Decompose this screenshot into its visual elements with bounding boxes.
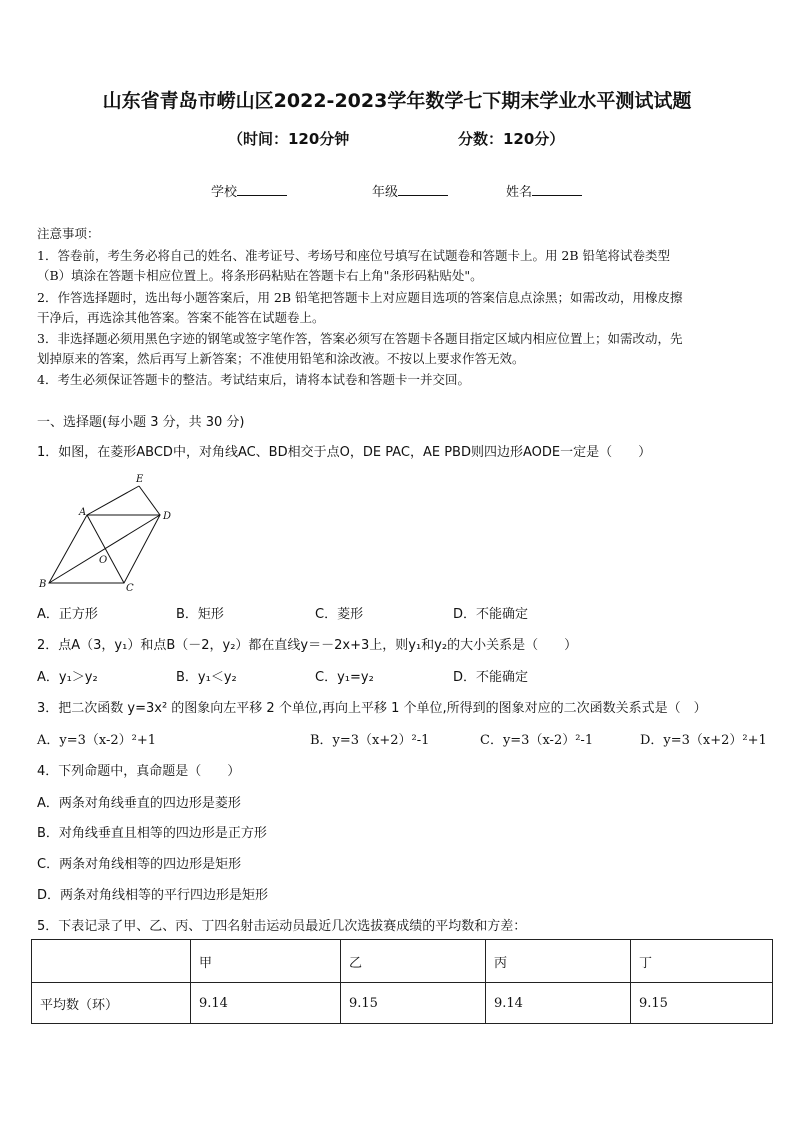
diagonal-bd xyxy=(49,515,160,583)
q3-option-c[interactable]: C．y=3（x-2）²-1 xyxy=(480,733,594,748)
school-label: 学校 xyxy=(211,185,238,200)
name-blank[interactable] xyxy=(532,183,582,196)
table-cell: 平均数（环） xyxy=(32,983,191,1024)
diagonal-ac xyxy=(87,515,124,583)
score-table xyxy=(31,939,773,1024)
table-cell: 9.15 xyxy=(341,983,486,1024)
label-e: E xyxy=(136,474,144,485)
table-header-row xyxy=(32,940,773,983)
note-line: 4．考生必须保证答题卡的整洁。考试结束后，请将本试卷和答题卡一并交回。 xyxy=(37,372,470,387)
label-o: O xyxy=(99,555,108,566)
name-field xyxy=(506,181,582,200)
question-3: 3．把二次函数 y=3x² 的图象向左平移 2 个单位,再向上平移 1 个单位,所得到的图象对应的二次函数关系式是（ ） xyxy=(37,701,707,716)
q2-option-c[interactable]: C．y₁=y₂ xyxy=(315,670,374,685)
q4-option-a[interactable]: A．两条对角线垂直的四边形是菱形 xyxy=(37,796,241,811)
note-line: 1．答卷前，考生务必将自己的姓名、准考证号、考场号和座位号填写在试题卷和答题卡上。用 2B 铅笔将试卷类型 xyxy=(37,248,671,263)
note-line: 干净后，再选涂其他答案。答案不能答在试题卷上。 xyxy=(37,310,325,325)
note-line: （B）填涂在答题卡相应位置上。将条形码粘贴在答题卡右上角"条形码粘贴处"。 xyxy=(37,268,483,283)
q1-option-d[interactable]: D．不能确定 xyxy=(453,607,529,622)
section-heading: 一、选择题(每小题 3 分，共 30 分) xyxy=(37,415,245,430)
segment-de xyxy=(139,486,160,515)
table-cell: 9.14 xyxy=(486,983,631,1024)
note-line: 划掉原来的答案，然后再写上新答案；不准使用铅笔和涂改液。不按以上要求作答无效。 xyxy=(37,351,525,366)
q1-option-a[interactable]: A．正方形 xyxy=(37,607,98,622)
table-row xyxy=(32,983,773,1024)
grade-field xyxy=(372,181,448,200)
q4-option-b[interactable]: B．对角线垂直且相等的四边形是正方形 xyxy=(37,826,267,841)
q1-option-c[interactable]: C．菱形 xyxy=(315,607,364,622)
label-a: A xyxy=(79,507,87,518)
q2-option-a[interactable]: A．y₁＞y₂ xyxy=(37,670,98,685)
grade-blank[interactable] xyxy=(398,183,448,196)
q2-option-d[interactable]: D．不能确定 xyxy=(453,670,529,685)
rhombus-figure xyxy=(35,470,185,592)
table-header-cell: 丁 xyxy=(631,940,773,983)
table-header-cell: 丙 xyxy=(486,940,631,983)
score-label: 分数：120分） xyxy=(458,130,565,148)
question-5: 5．下表记录了甲、乙、丙、丁四名射击运动员最近几次选拔赛成绩的平均数和方差： xyxy=(37,919,527,934)
label-c: C xyxy=(126,583,134,592)
table-header-cell: 乙 xyxy=(341,940,486,983)
name-label: 姓名 xyxy=(506,185,533,200)
school-field xyxy=(211,181,287,200)
question-1: 1．如图，在菱形ABCD中，对角线AC、BD相交于点O，DE PAC，AE PBD则四边形AODE一定是（ ） xyxy=(37,445,652,460)
question-4: 4．下列命题中，真命题是（ ） xyxy=(37,764,241,779)
note-line: 2．作答选择题时，选出每小题答案后，用 2B 铅笔把答题卡上对应题目选项的答案信息点涂黑；如需改动，用橡皮擦 xyxy=(37,290,683,305)
q3-option-b[interactable]: B．y=3（x+2）²-1 xyxy=(310,733,430,748)
q1-option-b[interactable]: B．矩形 xyxy=(176,607,224,622)
note-line: 3．非选择题必须用黑色字迹的钢笔或签字笔作答，答案必须写在答题卡各题目指定区域内相应位置上；如需改动，先 xyxy=(37,331,683,346)
time-label: （时间：120分钟 xyxy=(228,130,350,148)
q2-option-b[interactable]: B．y₁＜y₂ xyxy=(176,670,237,685)
page-title: 山东省青岛市崂山区2022-2023学年数学七下期末学业水平测试试题 xyxy=(102,90,692,112)
q4-option-c[interactable]: C．两条对角线相等的四边形是矩形 xyxy=(37,857,242,872)
table-cell: 9.14 xyxy=(191,983,341,1024)
table-header-cell xyxy=(32,940,191,983)
q4-option-d[interactable]: D．两条对角线相等的平行四边形是矩形 xyxy=(37,888,269,903)
q3-option-a[interactable]: A．y=3（x-2）²+1 xyxy=(37,733,157,748)
notes-heading: 注意事项： xyxy=(37,226,100,241)
grade-label: 年级 xyxy=(372,185,399,200)
question-2: 2．点A（3，y₁）和点B（－2，y₂）都在直线y＝－2x+3上，则y₁和y₂的大小关系是（ ） xyxy=(37,638,578,653)
segment-ae xyxy=(87,486,139,515)
school-blank[interactable] xyxy=(237,183,287,196)
label-b: B xyxy=(39,579,47,590)
q3-option-d[interactable]: D．y=3（x+2）²+1 xyxy=(640,733,767,748)
table-header-cell: 甲 xyxy=(191,940,341,983)
label-d: D xyxy=(163,511,172,522)
table-cell: 9.15 xyxy=(631,983,773,1024)
